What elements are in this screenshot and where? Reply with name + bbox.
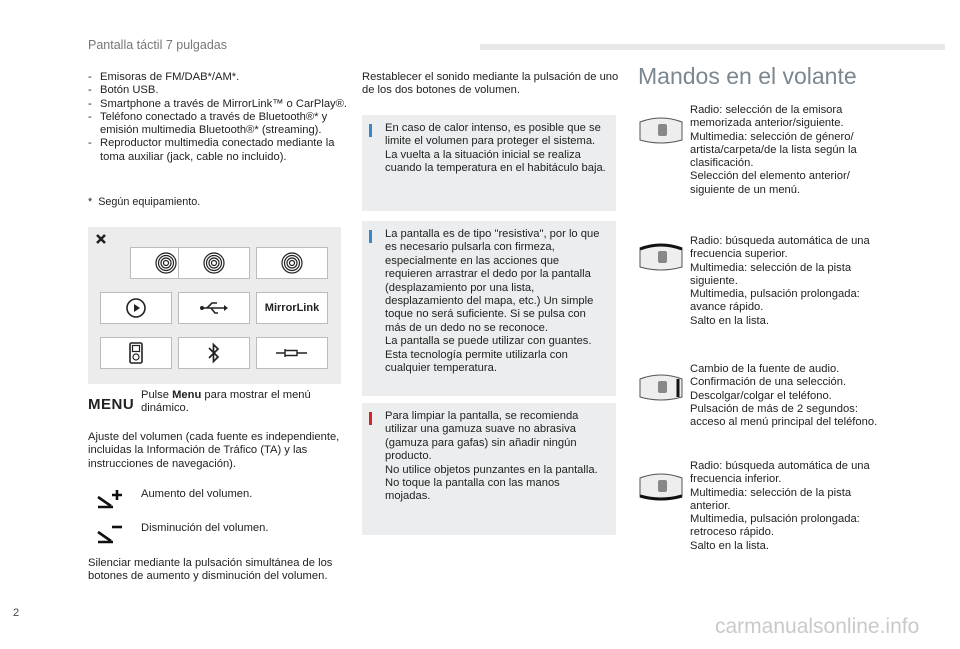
volume-down-text: Disminución del volumen. [141, 522, 269, 534]
media-player-button[interactable] [100, 337, 172, 369]
media-player-icon [129, 342, 143, 364]
steering-down-icon [638, 470, 684, 502]
usb-icon [199, 300, 229, 316]
steering-end-icon [638, 371, 684, 403]
list-item: - Smartphone a través de MirrorLink™ o CarPlay®. [88, 97, 348, 110]
volume-up-icon [95, 488, 125, 512]
info-note: La pantalla es de tipo "resistiva", por lo que es necesario pulsarla con firmeza, especialmente en las acciones que requieren arrastrar el dedo por la pantalla (desplazamiento por una lista, desplazamiento del mapa, etc.) Un simple toque no será suficiente. Si se pulsa con más de un dedo no se reconoce. La pantalla se puede utilizar con guantes. Esta tecnología permite utilizarla con cualquier temperatura. [362, 221, 616, 396]
volume-down-icon [95, 522, 125, 546]
screen-panel [88, 227, 341, 384]
mirrorlink-logo: MirrorLink [264, 302, 320, 314]
info-bar [369, 124, 372, 137]
menu-key: MENU [88, 396, 135, 413]
list-item: - Reproductor multimedia conectado mediante la toma auxiliar (jack, cable no incluido). [88, 137, 335, 163]
mirrorlink-button[interactable] [256, 292, 328, 324]
header-rule [480, 44, 945, 50]
warning-note: Para limpiar la pantalla, se recomienda utilizar una gamuza suave no abrasiva (gamuza para gafas) sin añadir ningún producto. No utilice objetos punzantes en la pantalla. No toque la pantalla con las manos mojadas. [362, 403, 616, 535]
list-item: - Botón USB. [88, 84, 159, 97]
volume-up-text: Aumento del volumen. [141, 488, 253, 500]
usb-button[interactable] [178, 292, 250, 324]
info-bar [369, 230, 372, 243]
radio-wave-icon [154, 251, 178, 275]
steering-up-icon [638, 241, 684, 273]
am-button[interactable] [256, 247, 328, 279]
dab-button[interactable] [178, 247, 250, 279]
menu-instruction: Pulse Menu para mostrar el menú dinámico. [141, 389, 311, 415]
watermark: carmanualsonline.info [715, 615, 920, 638]
warning-bar [369, 412, 372, 425]
radio-wave-icon [202, 251, 226, 275]
radio-wave-icon [280, 251, 304, 275]
bluetooth-button[interactable] [178, 337, 250, 369]
restore-text: Restablecer el sonido mediante la pulsación de uno de los dos botones de volumen. [362, 71, 619, 97]
list-item: - Teléfono conectado a través de Bluetooth®* y emisión multimedia Bluetooth®* (streaming). [88, 110, 328, 137]
bluetooth-icon [207, 342, 221, 364]
page-number: 2 [13, 607, 20, 619]
section-title: Mandos en el volante [638, 63, 857, 89]
close-icon[interactable] [95, 233, 107, 245]
play-icon [125, 297, 147, 319]
footnote: * Según equipamiento. [88, 196, 201, 208]
play-button[interactable] [100, 292, 172, 324]
jack-icon [275, 347, 309, 359]
aux-button[interactable] [256, 337, 328, 369]
page-header: Pantalla táctil 7 pulgadas [88, 38, 227, 52]
steering-top-icon [638, 114, 684, 146]
info-note: En caso de calor intenso, es posible que se limite el volumen para proteger el sistema. La vuelta a la situación inicial se realiza cuando la temperatura en el habitáculo baja. [362, 115, 616, 211]
sources-list [88, 71, 350, 164]
mute-text: Silenciar mediante la pulsación simultánea de los botones de aumento y disminución del volumen. [88, 557, 333, 583]
list-item: - Emisoras de FM/DAB*/AM*. [88, 71, 240, 83]
volume-intro: Ajuste del volumen (cada fuente es independiente, incluidas la Información de Tráfico (TA) y las instrucciones de navegación). [88, 431, 340, 470]
